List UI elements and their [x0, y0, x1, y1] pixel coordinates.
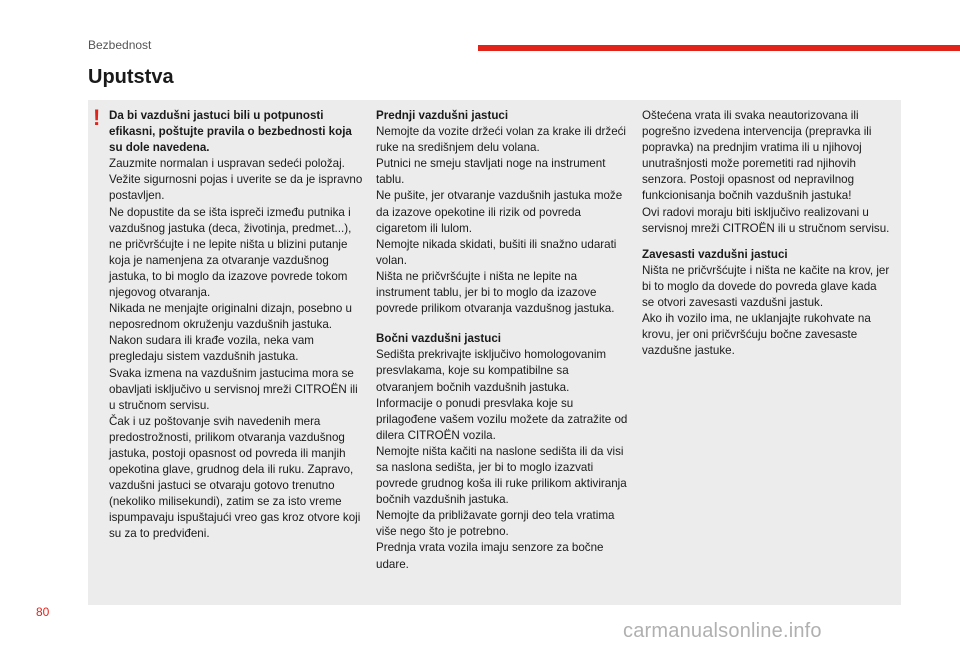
paragraph: Vežite sigurnosni pojas i uverite se da je ispravno postavljen.	[109, 173, 363, 203]
paragraph: Sedišta prekrivajte isključivo homologovanim presvlakama, koje su kompatibilne sa otvaranjem bočnih vazdušnih jastuka. Informacije o ponudi presvlaka koje su prilagođene vašem vozilu možete da zatražite od dilera CITROËN vozila.	[376, 348, 628, 442]
paragraph: Ovi radovi moraju biti isključivo realizovani u servisnoj mreži CITROËN ili u stručnom servisu.	[642, 205, 890, 235]
paragraph: Ništa ne pričvršćujte i ništa ne lepite na instrument tablu, jer bi to moglo da izazove povrede prilikom otvaranja vazdušnog jastuka.	[376, 269, 615, 316]
watermark: carmanualsonline.info	[623, 620, 822, 642]
paragraph: Ako ih vozilo ima, ne uklanjajte rukohvate na krovu, jer oni pričvršćuju bočne zavesaste vazdušne jastuke.	[642, 312, 871, 358]
paragraph: Ne pušite, jer otvaranje vazdušnih jastuka može da izazove opekotine ili rizik od povreda cigaretom ili lulom.	[376, 189, 623, 235]
spacer	[376, 317, 628, 331]
paragraph: Nemojte da vozite držeći volan za krake ili držeći ruke na središnjem delu volana.	[376, 125, 627, 155]
paragraph: Putnici ne smeju stavljati noge na instrument tablu.	[376, 157, 606, 187]
paragraph: Prednja vrata vozila imaju senzore za bočne udare.	[376, 541, 604, 571]
side-airbags-heading: Bočni vazdušni jastuci	[376, 332, 501, 346]
page-number: 80	[36, 605, 50, 619]
paragraph: Ne dopustite da se išta ispreči između putnika i vazdušnog jastuka (deca, životinja, predmet...), ne pričvršćujte i ne lepite ništa u blizini putanje koja je namenjena za otvaranje vazdušnog jastuka, to bi moglo da izazove povrede tokom njegovog otvaranja.	[109, 205, 352, 300]
spacer	[642, 237, 892, 247]
paragraph: Nemojte da približavate gornji deo tela vratima više nego što je potrebno.	[376, 509, 615, 539]
paragraph: Čak i uz poštovanje svih navedenih mera predostrožnosti, prilikom otvaranja vazdušnog jastuka, postoji opasnost od povreda ili manjih opekotina glave, grudnog dela ili ruku. Zapravo, vazdušni jastuci se otvaraju gotovo trenutno (nekoliko milisekundi), zatim se za isto vreme ispumpavaju ispuštajući vreo gas kroz otvore koji su za to predviđeni.	[109, 414, 361, 541]
header-accent-bar	[478, 45, 960, 51]
page-title: Uputstva	[88, 66, 174, 88]
paragraph: Nikada ne menjajte originalni dizajn, posebno u neposrednom okruženju vazdušnih jastuka.	[109, 302, 352, 332]
column-general-rules	[109, 108, 364, 543]
paragraph: Nakon sudara ili krađe vozila, neka vam pregledaju sistem vazdušnih jastuka.	[109, 334, 314, 364]
section-label: Bezbednost	[88, 38, 152, 52]
column-door-curtain-airbags	[642, 108, 892, 359]
paragraph: Oštećena vrata ili svaka neautorizovana ili pogrešno izvedena intervencija (prepravka ili popravka) na prednjim vratima ili u njihovoj unutrašnjosti može poremetiti rad njihovih senzora. Postoji opasnost od nepravilnog funkcionisanja bočnih vazdušnih jastuka!	[642, 109, 872, 203]
paragraph: Nemojte nikada skidati, bušiti ili snažno udarati volan.	[376, 237, 617, 267]
column-front-side-airbags	[376, 108, 628, 573]
general-rules-heading: Da bi vazdušni jastuci bili u potpunosti efikasni, poštujte pravila o bezbednosti koja su dole navedena.	[109, 109, 352, 155]
paragraph: Nemojte ništa kačiti na naslone sedišta ili da visi sa naslona sedišta, jer bi to moglo izazvati povrede grudnog koša ili ruke prilikom aktiviranja bočnih vazdušnih jastuka.	[376, 444, 627, 507]
paragraph: Ništa ne pričvršćujte i ništa ne kačite na krov, jer bi to moglo da dovede do povreda glave kada se otvori zavesasti vazdušni jastuk.	[642, 263, 890, 310]
paragraph: Svaka izmena na vazdušnim jastucima mora se obavljati isključivo u servisnoj mreži CITROËN ili u stručnom servisu.	[109, 366, 358, 412]
warning-exclamation-icon: !	[93, 105, 101, 130]
front-airbags-heading: Prednji vazdušni jastuci	[376, 109, 509, 122]
curtain-airbags-heading: Zavesasti vazdušni jastuci	[642, 247, 788, 261]
paragraph: Zauzmite normalan i uspravan sedeći položaj.	[109, 157, 345, 171]
